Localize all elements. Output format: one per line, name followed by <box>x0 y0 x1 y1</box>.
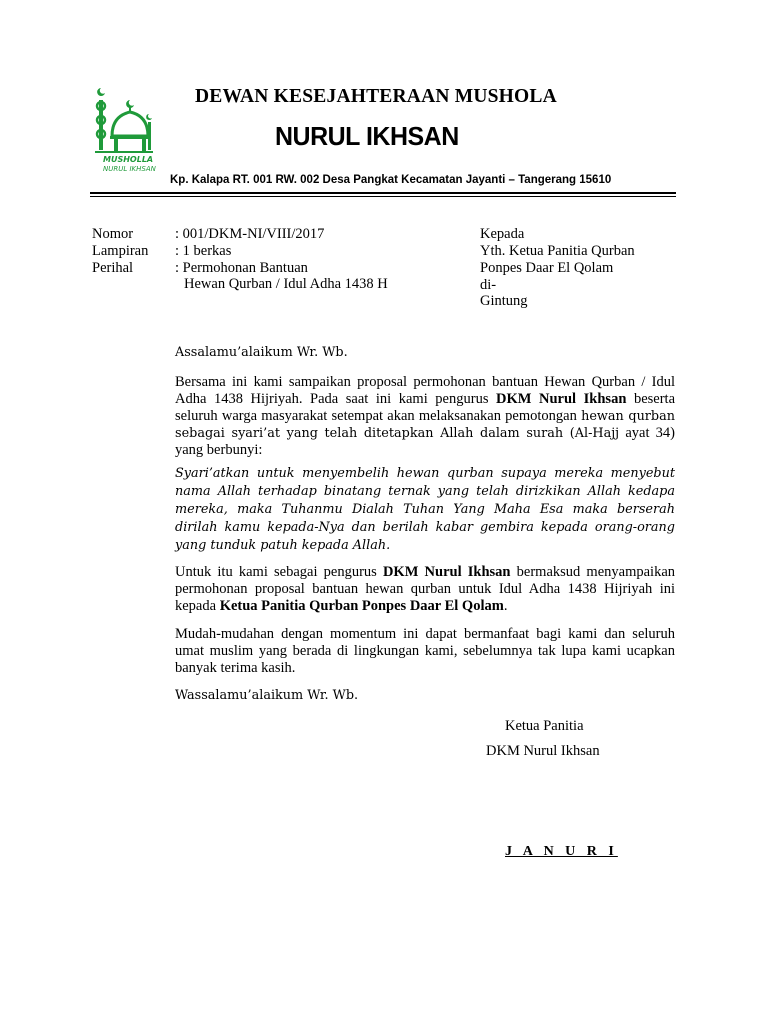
p2-text-c: bermaksud menyampaikan permohonan proposal bantuan hewan qurban untuk Idul Adha 1438 Hijriyah ini kepada <box>175 564 676 614</box>
perihal-label: Perihal <box>92 260 134 276</box>
recipient-place: Gintung <box>480 293 528 309</box>
p1-text-d: hewan qurban sebagai syari’at yang telah ditetapkan Allah dalam surah (Al-Hajj <box>175 409 675 441</box>
lampiran-label: Lampiran <box>92 243 149 259</box>
recipient-di: di- <box>480 277 497 293</box>
p2-org-name: DKM Nurul Ikhsan <box>382 564 511 580</box>
signature-name: J A N U R I <box>505 844 618 859</box>
closing: Wassalamu’alaikum Wr. Wb. <box>175 688 359 703</box>
p1-org-name: DKM Nurul Ikhsan <box>496 391 627 407</box>
logo-text-musholla: MUSHOLLA <box>103 155 154 164</box>
quran-quote: Syari’atkan untuk menyembelih hewan qurban supaya mereka menyebut nama Allah terhadap binatang ternak yang telah dirizkikan Allah kedapa mereka, maka Tuhanmu Dialah Tuhan Yang Maha Esa maka berserah dirilah kamu kepada-Nya dan berilah kabar gembira kepada orang-orang yang tunduk patuh kepada Allah. <box>175 466 675 553</box>
address-line: Kp. Kalapa RT. 001 RW. 002 Desa Pangkat Kecamatan Jayanti – Tangerang 15610 <box>170 174 612 186</box>
signature-org: DKM Nurul Ikhsan <box>486 743 600 759</box>
mosque-logo <box>90 86 160 178</box>
header-rule-thin <box>90 196 676 197</box>
lampiran-value: : 1 berkas <box>175 243 232 259</box>
nomor-value: : 001/DKM-NI/VIII/2017 <box>175 226 325 242</box>
paragraph-2 <box>175 564 675 615</box>
greeting: Assalamu’alaikum Wr. Wb. <box>175 345 348 360</box>
perihal-value: : Permohonan Bantuan <box>175 260 308 276</box>
p2-text-e: . <box>503 598 508 614</box>
recipient-institution: Ponpes Daar El Qolam <box>480 260 614 276</box>
p1-text-e: ayat 34) yang berbunyi: <box>175 425 676 458</box>
p2-text-a: Untuk itu kami sebagai pengurus <box>175 564 383 580</box>
recipient-title: Yth. Ketua Panitia Qurban <box>480 243 635 259</box>
header-rule <box>90 192 676 194</box>
mushola-name: NURUL IKHSAN <box>275 121 459 151</box>
recipient-kepada: Kepada <box>480 226 525 242</box>
p2-recipient-name: Ketua Panitia Qurban Ponpes Daar El Qolam <box>219 598 504 614</box>
perihal-value-2: Hewan Qurban / Idul Adha 1438 H <box>184 276 388 292</box>
signature-title: Ketua Panitia <box>505 718 584 734</box>
organization-title: DEWAN KESEJAHTERAAN MUSHOLA <box>195 86 557 107</box>
p1-text-a: Bersama ini kami sampaikan proposal permohonan bantuan Hewan Qurban / Idul Adha 1438 Hijriyah. Pada saat ini kami pengurus <box>175 374 675 407</box>
paragraph-1 <box>175 374 675 459</box>
paragraph-3: Mudah-mudahan dengan momentum ini dapat bermanfaat bagi kami dan seluruh umat muslim yang berada di lingkungan kami, sebelumnya tak lupa kami ucapkan banyak terima kasih. <box>175 626 675 676</box>
p1-text-c: beserta seluruh warga masyarakat setempat akan melaksanakan pemotongan <box>175 391 676 424</box>
logo-text-nurul-ikhsan: NURUL IKHSAN <box>103 165 156 173</box>
nomor-label: Nomor <box>92 226 134 242</box>
